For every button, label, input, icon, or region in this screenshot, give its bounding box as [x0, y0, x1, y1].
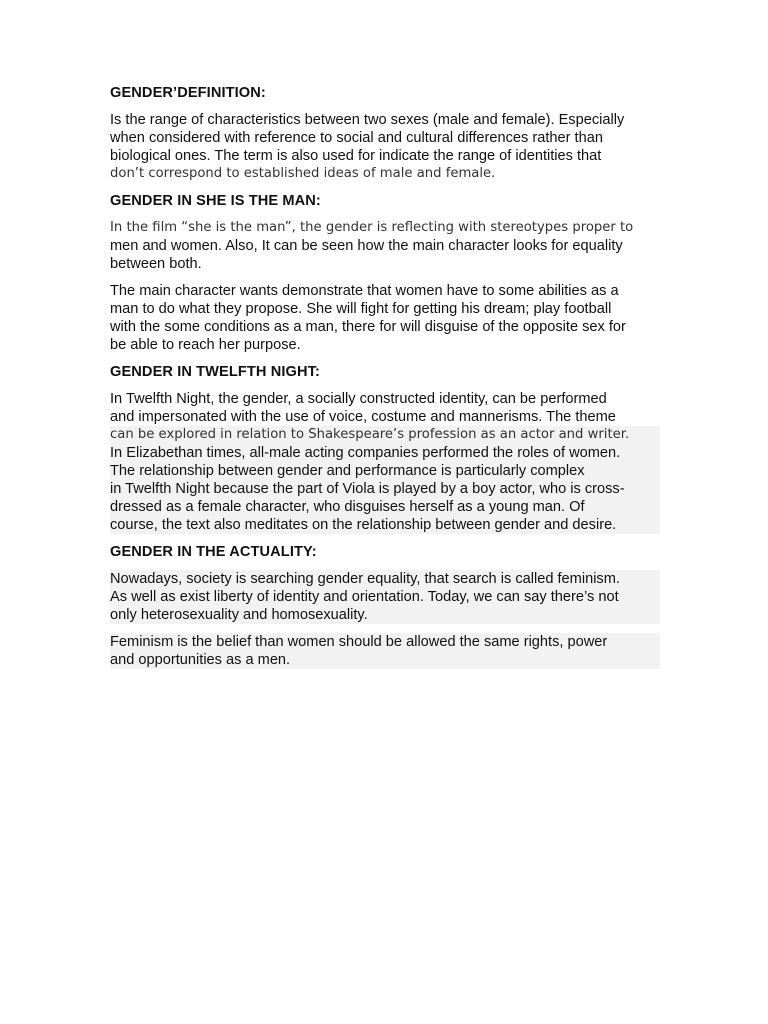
text-line: in Twelfth Night because the part of Viola is played by a boy actor, who is cross- — [110, 480, 660, 498]
paragraph-she-is-the-man-1 — [110, 219, 660, 273]
text-line: Feminism is the belief than women should be allowed the same rights, power — [110, 633, 660, 651]
paragraph-twelfth-night — [110, 390, 660, 534]
text-line: between both. — [110, 256, 202, 272]
paragraph-she-is-the-man-2 — [110, 282, 660, 354]
text-line: only heterosexuality and homosexuality. — [110, 606, 660, 624]
text-line: biological ones. The term is also used for indicate the range of identities that — [110, 148, 602, 164]
text-line: don’t correspond to established ideas of male and female. — [110, 166, 496, 181]
section-heading-gender-definition: GENDER’DEFINITION: — [110, 85, 266, 101]
text-line: In Elizabethan times, all-male acting companies performed the roles of women. — [110, 444, 660, 462]
text-line: and opportunities as a men. — [110, 651, 660, 669]
text-line: The relationship between gender and performance is particularly complex — [110, 462, 660, 480]
document-body — [110, 84, 660, 678]
text-line: The main character wants demonstrate that women have to some abilities as a — [110, 283, 619, 299]
section-heading-she-is-the-man: GENDER IN SHE IS THE MAN: — [110, 193, 321, 209]
text-line: men and women. Also, It can be seen how the main character looks for equality — [110, 238, 623, 254]
paragraph-actuality-1 — [110, 570, 660, 624]
text-line: In the film “she is the man”, the gender is reflecting with stereotypes proper to — [110, 220, 634, 235]
section-heading-actuality: GENDER IN THE ACTUALITY: — [110, 544, 317, 560]
text-line: Nowadays, society is searching gender equality, that search is called feminism. — [110, 570, 660, 588]
text-line: can be explored in relation to Shakespeare’s profession as an actor and writer. — [110, 426, 660, 444]
text-line: with the some conditions as a man, there for will disguise of the opposite sex for — [110, 319, 626, 335]
text-line: Is the range of characteristics between two sexes (male and female). Especially — [110, 112, 625, 128]
text-line: and impersonated with the use of voice, costume and mannerisms. The theme — [110, 409, 616, 425]
text-line: In Twelfth Night, the gender, a socially constructed identity, can be performed — [110, 391, 607, 407]
text-line: be able to reach her purpose. — [110, 337, 301, 353]
text-line: course, the text also meditates on the relationship between gender and desire. — [110, 516, 660, 534]
text-line: when considered with reference to social and cultural differences rather than — [110, 130, 603, 146]
section-heading-twelfth-night: GENDER IN TWELFTH NIGHT: — [110, 364, 320, 380]
text-line: dressed as a female character, who disguises herself as a young man. Of — [110, 498, 660, 516]
paragraph-gender-definition — [110, 111, 660, 183]
text-line: man to do what they propose. She will fight for getting his dream; play football — [110, 301, 612, 317]
paragraph-actuality-2 — [110, 633, 660, 669]
text-line: As well as exist liberty of identity and orientation. Today, we can say there’s not — [110, 588, 660, 606]
